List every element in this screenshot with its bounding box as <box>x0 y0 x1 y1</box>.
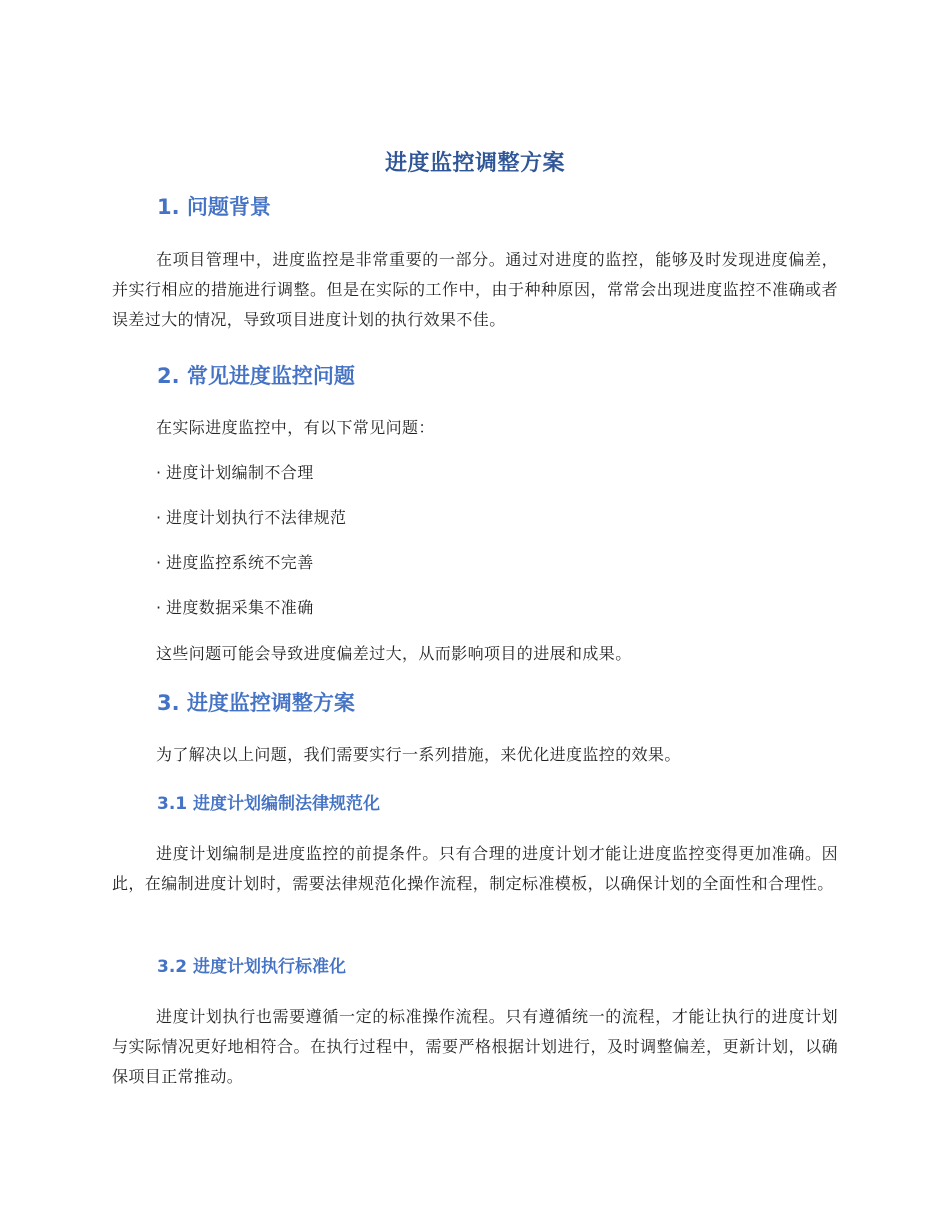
subsection-heading-3-2: 3.2 进度计划执行标准化 <box>157 957 347 977</box>
bullet-icon: · <box>156 463 162 482</box>
bullet-icon: · <box>156 508 162 527</box>
subsection-3-1-paragraph: 进度计划编制是进度监控的前提条件。只有合理的进度计划才能让进度监控变得更加准确。因此，在编制进度计划时，需要法律规范化操作流程，制定标准模板，以确保计划的全面性和合理性。 <box>112 844 838 893</box>
list-item: · 进度计划编制不合理 <box>156 460 314 486</box>
list-item: · 进度监控系统不完善 <box>156 550 314 576</box>
section-2-conclusion: 这些问题可能会导致进度偏差过大，从而影响项目的进展和成果。 <box>156 644 632 663</box>
section-heading-3: 3. 进度监控调整方案 <box>157 691 355 715</box>
section-2-intro: 在实际进度监控中，有以下常见问题： <box>156 418 435 437</box>
bullet-icon: · <box>156 553 162 572</box>
section-3-intro: 为了解决以上问题，我们需要实行一系列措施，来优化进度监控的效果。 <box>156 745 681 764</box>
section-heading-2: 2. 常见进度监控问题 <box>157 364 355 388</box>
document-title: 进度监控调整方案 <box>384 151 565 176</box>
subsection-heading-3-1: 3.1 进度计划编制法律规范化 <box>157 794 381 814</box>
list-item: · 进度计划执行不法律规范 <box>156 505 346 531</box>
section-1-paragraph: 在项目管理中，进度监控是非常重要的一部分。通过对进度的监控，能够及时发现进度偏差，并实行相应的措施进行调整。但是在实际的工作中，由于种种原因，常常会出现进度监控不准确或者误差过大的情况，导致项目进度计划的执行效果不佳。 <box>112 250 838 329</box>
list-item: · 进度数据采集不准确 <box>156 595 314 621</box>
section-heading-1: 1. 问题背景 <box>157 195 271 219</box>
subsection-3-2-paragraph: 进度计划执行也需要遵循一定的标准操作流程。只有遵循统一的流程，才能让执行的进度计划与实际情况更好地相符合。在执行过程中，需要严格根据计划进行，及时调整偏差，更新计划，以确保项目正常推动。 <box>112 1007 838 1086</box>
bullet-icon: · <box>156 598 162 617</box>
